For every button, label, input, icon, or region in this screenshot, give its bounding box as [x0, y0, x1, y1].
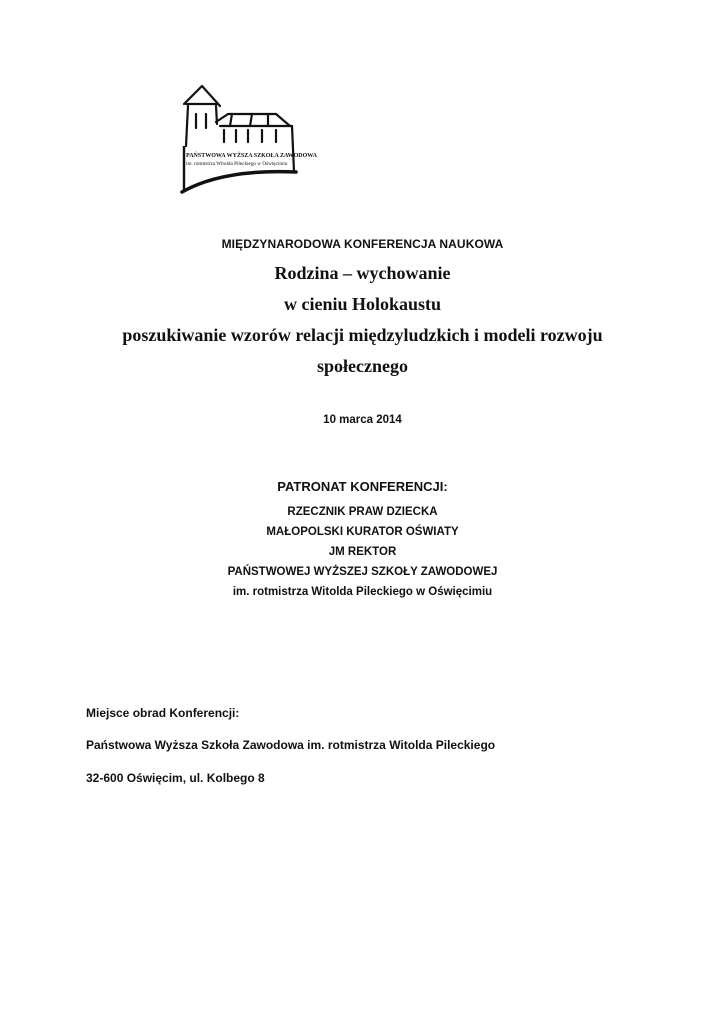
- patronat-item: PAŃSTWOWEJ WYŻSZEJ SZKOŁY ZAWODOWEJ: [227, 566, 498, 578]
- venue-label: Miejsce obrad Konferencji:: [86, 706, 240, 720]
- patronat-item: RZECZNIK PRAW DZIECKA: [287, 506, 438, 518]
- title-line-4: społecznego: [317, 356, 408, 376]
- logo-text-line2: im. rotmistrza Witolda Pileckiego w Oświęcimiu: [186, 161, 288, 167]
- patronat-item: im. rotmistrza Witolda Pileckiego w Oświęcimiu: [232, 586, 493, 598]
- title-line-2: w cieniu Holokaustu: [283, 294, 442, 314]
- patronat-item: JM REKTOR: [328, 546, 397, 558]
- venue-address: 32-600 Oświęcim, ul. Kolbego 8: [86, 771, 265, 785]
- conference-date: 10 marca 2014: [323, 414, 402, 426]
- patronat-item: MAŁOPOLSKI KURATOR OŚWIATY: [266, 526, 459, 538]
- castle-logo-icon: [180, 84, 317, 194]
- title-line-3: poszukiwanie wzorów relacji międzyludzkich i modeli rozwoju: [122, 325, 603, 345]
- venue-name: Państwowa Wyższa Szkoła Zawodowa im. rotmistrza Witolda Pileckiego: [86, 738, 496, 752]
- title-line-1: Rodzina – wychowanie: [274, 263, 451, 283]
- patronat-list: [0, 502, 725, 602]
- logo-text-line1: PAŃSTWOWA WYŻSZA SZKOŁA ZAWODOWA: [186, 153, 317, 159]
- university-logo: [180, 84, 317, 194]
- patronat-heading: PATRONAT KONFERENCJI:: [277, 479, 448, 494]
- conference-kicker: MIĘDZYNARODOWA KONFERENCJA NAUKOWA: [221, 237, 504, 251]
